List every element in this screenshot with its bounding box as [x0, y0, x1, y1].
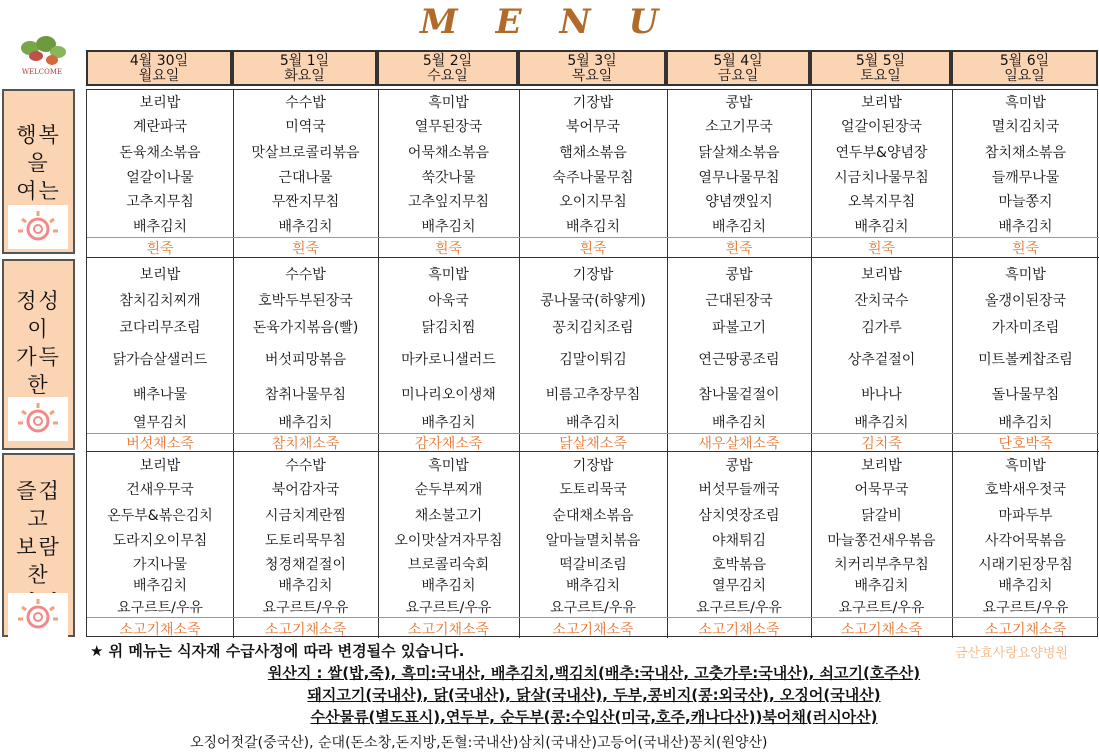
menu-item: 참치채소볶음 — [984, 145, 1067, 161]
menu-item: 보리밥 — [139, 458, 181, 474]
menu-item: 김말이튀김 — [559, 352, 627, 368]
menu-item: 배추김치 — [854, 415, 909, 431]
menu-item: 채소불고기 — [414, 508, 483, 524]
menu-item: 요구르트/우유 — [117, 600, 203, 616]
menu-item: 흑미밥 — [1005, 267, 1046, 283]
menu-item: 배추김치 — [565, 578, 621, 594]
menu-item: 올갱이된장국 — [984, 293, 1067, 309]
menu-item: 쑥갓나물 — [421, 170, 476, 186]
menu-item: 상추겉절이 — [847, 352, 916, 368]
menu-item: 참취나물무침 — [264, 387, 347, 403]
porridge-item: 새우살채소죽 — [698, 436, 780, 452]
origin-line: 원산지 : 쌀(밥,죽), 흑미:국내산, 배추김치,백김치(배추:국내산, 고춧가루:국내산), 쇠고기(호주산) — [267, 664, 921, 682]
menu-item: 얼갈이나물 — [126, 170, 194, 186]
porridge-item: 흰죽 — [1011, 241, 1040, 257]
menu-item: 북어감자국 — [271, 482, 340, 498]
day-date: 5월 4일 — [713, 53, 763, 69]
menu-item: 요구르트/우유 — [838, 600, 925, 616]
menu-item: 잔치국수 — [854, 293, 909, 309]
breakfast-label: 행복 을 여는 — [16, 123, 61, 203]
menu-item: 고추잎지무침 — [407, 194, 490, 210]
menu-item: 시래기된장무침 — [978, 557, 1073, 573]
porridge-item: 참치채소죽 — [271, 436, 340, 452]
day-weekday: 화요일 — [284, 68, 325, 84]
menu-item: 배추김치 — [565, 415, 621, 431]
menu-item: 배추김치 — [132, 578, 188, 594]
menu-item: 파불고기 — [711, 320, 767, 336]
menu-item: 보리밥 — [139, 95, 181, 111]
menu-item: 열무김치 — [711, 578, 767, 594]
menu-item: 흑미밥 — [1005, 458, 1046, 474]
menu-item: 도라지오이무침 — [112, 533, 208, 549]
menu-item: 계란파국 — [132, 119, 188, 135]
day-weekday: 일요일 — [1004, 68, 1045, 84]
origin-line-extra: 오징어젓갈(중국산), 순대(돈소창,돈지방,돈혈:국내산)삼치(국내산)고등어(국내산)꽁치(원양산) — [190, 735, 768, 751]
menu-item: 김가루 — [861, 320, 902, 336]
porridge-item: 소고기채소죽 — [264, 622, 347, 638]
menu-item: 오이맛살겨자무침 — [394, 533, 503, 549]
menu-item: 오이지무침 — [559, 194, 627, 210]
menu-item: 맛살브로콜리볶음 — [251, 145, 360, 161]
menu-item: 배추김치 — [421, 578, 476, 594]
menu-item: 가자미조림 — [991, 320, 1060, 336]
menu-item: 아욱국 — [428, 293, 469, 309]
menu-item: 배추김치 — [132, 219, 188, 235]
porridge-item: 소고기채소죽 — [407, 622, 490, 638]
menu-item: 기장밥 — [572, 267, 614, 283]
menu-item: 미나리오이생채 — [401, 387, 496, 403]
menu-item: 양념깻잎지 — [705, 194, 773, 210]
porridge-item: 김치죽 — [861, 436, 902, 452]
menu-item: 북어무국 — [565, 119, 621, 135]
menu-item: 숙주나물무침 — [552, 170, 634, 186]
day-header — [810, 50, 951, 86]
menu-item: 소고기무국 — [705, 119, 773, 135]
side-label-lunch — [2, 259, 75, 450]
menu-item: 배추김치 — [998, 578, 1053, 594]
day-date: 5월 3일 — [567, 53, 617, 69]
day-weekday: 월요일 — [138, 68, 180, 84]
leaf-logo-icon — [6, 34, 78, 70]
day-header — [666, 50, 810, 86]
menu-item: 요구르트/우유 — [982, 600, 1069, 616]
porridge-item: 버섯채소죽 — [126, 436, 194, 452]
day-date: 5월 6일 — [999, 53, 1050, 69]
sun-swirl-icon — [8, 397, 68, 441]
menu-item: 비름고추장무침 — [545, 387, 641, 403]
day-weekday: 토요일 — [860, 68, 901, 84]
menu-item: 참나물겉절이 — [698, 387, 780, 403]
menu-item: 수수밥 — [285, 458, 326, 474]
menu-item: 열무된장국 — [414, 119, 483, 135]
menu-item: 오복지무침 — [847, 194, 916, 210]
sun-swirl-icon — [8, 205, 68, 249]
menu-item: 콩나물국(하얗게) — [540, 293, 646, 309]
menu-item: 수수밥 — [285, 95, 326, 111]
porridge-item: 소고기채소죽 — [984, 622, 1067, 638]
menu-item: 어묵무국 — [854, 482, 909, 498]
lunch-label: 정성 이 가득 한 — [16, 289, 61, 397]
menu-item: 도토리묵무침 — [264, 533, 347, 549]
day-header — [86, 50, 232, 86]
porridge-item: 소고기채소죽 — [698, 622, 780, 638]
origin-line: 수산물류(별도표시),연두부, 순두부(콩:수입산(미국,호주,캐나다산))북어채(러시아산) — [310, 708, 878, 726]
porridge-item: 흰죽 — [291, 241, 320, 257]
menu-item: 근대나물 — [278, 170, 333, 186]
menu-item: 마카로니샐러드 — [401, 352, 496, 368]
porridge-item: 감자채소죽 — [414, 436, 483, 452]
menu-item: 닭갈비 — [861, 508, 902, 524]
menu-item: 배추김치 — [278, 578, 333, 594]
day-header — [377, 50, 518, 86]
menu-item: 돌나물무침 — [991, 387, 1060, 403]
logo-caption: WELCOME — [21, 68, 63, 76]
menu-item: 기장밥 — [572, 95, 614, 111]
day-weekday: 수요일 — [427, 68, 468, 84]
menu-item: 배추김치 — [711, 415, 767, 431]
menu-item: 어묵채소볶음 — [407, 145, 490, 161]
day-header-row — [86, 50, 1098, 86]
menu-item: 순대채소볶음 — [552, 508, 634, 524]
welcome-logo — [6, 34, 78, 84]
menu-item: 햄채소볶음 — [559, 145, 627, 161]
day-header — [951, 50, 1098, 86]
menu-item: 미트볼케찹조림 — [978, 352, 1073, 368]
menu-item: 호박볶음 — [711, 557, 767, 573]
porridge-item: 흰죽 — [725, 241, 753, 257]
porridge-item: 흰죽 — [434, 241, 463, 257]
menu-item: 바나나 — [861, 387, 902, 403]
menu-item: 닭김치찜 — [421, 320, 476, 336]
menu-item: 연근땅콩조림 — [698, 352, 780, 368]
menu-item: 열무김치 — [132, 415, 188, 431]
menu-item: 보리밥 — [861, 267, 902, 283]
menu-item: 돈육가지볶음(빨) — [252, 320, 359, 336]
menu-item: 배추김치 — [421, 415, 476, 431]
menu-item: 콩밥 — [725, 458, 753, 474]
menu-item: 기장밥 — [572, 458, 614, 474]
menu-item: 돈육채소볶음 — [119, 145, 201, 161]
porridge-item: 소고기채소죽 — [119, 622, 201, 638]
menu-item: 흑미밥 — [1005, 95, 1046, 111]
menu-item: 온두부&볶은김치 — [107, 508, 213, 524]
menu-item: 배추김치 — [854, 219, 909, 235]
menu-item: 수수밥 — [285, 267, 326, 283]
menu-item: 무짠지무침 — [271, 194, 340, 210]
origin-info — [144, 662, 1044, 728]
menu-item: 콩밥 — [725, 267, 753, 283]
menu-item: 요구르트/우유 — [262, 600, 349, 616]
day-weekday: 금요일 — [717, 68, 759, 84]
menu-item: 배추김치 — [278, 219, 333, 235]
menu-item: 버섯무들깨국 — [698, 482, 780, 498]
menu-item: 사각어묵볶음 — [984, 533, 1067, 549]
origin-line: 돼지고기(국내산), 닭(국내산), 닭살(국내산), 두부,콩비지(콩:외국산), 오징어(국내산) — [307, 686, 881, 704]
porridge-item: 닭살채소죽 — [559, 436, 627, 452]
menu-item: 멸치김치국 — [991, 119, 1060, 135]
menu-item: 삼치엿장조림 — [698, 508, 780, 524]
porridge-item: 소고기채소죽 — [840, 622, 923, 638]
menu-item: 코다리무조림 — [119, 320, 201, 336]
day-header — [232, 50, 377, 86]
menu-item: 연두부&양념장 — [835, 145, 928, 161]
menu-grid — [86, 89, 1098, 637]
hospital-name: 금산효사랑요양병원 — [955, 646, 1069, 661]
porridge-item: 흰죽 — [579, 241, 607, 257]
menu-item: 배추김치 — [711, 219, 767, 235]
menu-item: 닭살채소볶음 — [698, 145, 780, 161]
side-label-breakfast — [2, 89, 75, 254]
day-date: 5월 1일 — [279, 53, 330, 69]
menu-item: 마늘쫑건새우볶음 — [827, 533, 936, 549]
menu-item: 배추나물 — [132, 387, 188, 403]
menu-item: 호박두부된장국 — [258, 293, 353, 309]
menu-item: 브로콜리숙회 — [407, 557, 490, 573]
menu-item: 들깨무나물 — [991, 170, 1060, 186]
porridge-item: 흰죽 — [867, 241, 896, 257]
menu-item: 마늘쫑지 — [998, 194, 1053, 210]
menu-item: 요구르트/우유 — [550, 600, 636, 616]
menu-item: 요구르트/우유 — [696, 600, 782, 616]
menu-item: 열무나물무침 — [698, 170, 780, 186]
menu-item: 배추김치 — [998, 219, 1053, 235]
sun-swirl-icon — [8, 593, 68, 637]
menu-item: 꽁치김치조림 — [552, 320, 634, 336]
menu-item: 보리밥 — [861, 95, 902, 111]
menu-item: 흑미밥 — [428, 267, 469, 283]
porridge-item: 소고기채소죽 — [552, 622, 634, 638]
day-date: 5월 2일 — [422, 53, 473, 69]
menu-item: 떡갈비조림 — [559, 557, 627, 573]
porridge-item: 단호박죽 — [998, 436, 1053, 452]
menu-item: 근대된장국 — [705, 293, 773, 309]
menu-item: 얼갈이된장국 — [840, 119, 923, 135]
menu-item: 배추김치 — [565, 219, 621, 235]
menu-item: 흑미밥 — [428, 95, 469, 111]
menu-item: 미역국 — [285, 119, 326, 135]
menu-item: 배추김치 — [998, 415, 1053, 431]
menu-item: 야채튀김 — [711, 533, 767, 549]
menu-item: 순두부찌개 — [414, 482, 483, 498]
menu-item: 가지나물 — [132, 557, 188, 573]
menu-item: 건새우무국 — [126, 482, 194, 498]
menu-item: 흑미밥 — [428, 458, 469, 474]
menu-item: 요구르트/우유 — [405, 600, 492, 616]
menu-item: 버섯피망볶음 — [264, 352, 347, 368]
day-weekday: 목요일 — [571, 68, 613, 84]
menu-item: 보리밥 — [139, 267, 181, 283]
menu-item: 시금치나물무침 — [834, 170, 929, 186]
side-label-dinner — [2, 453, 75, 637]
menu-item: 치커리부추무침 — [834, 557, 929, 573]
porridge-item: 흰죽 — [146, 241, 174, 257]
day-header — [518, 50, 666, 86]
change-notice: ★ 위 메뉴는 식자재 수급사정에 따라 변경될수 있습니다. — [90, 642, 465, 660]
menu-item: 고추지무침 — [126, 194, 194, 210]
menu-item: 배추김치 — [421, 219, 476, 235]
menu-item: 참치김치찌개 — [119, 293, 201, 309]
day-date: 4월 30일 — [129, 53, 189, 69]
menu-item: 청경채겉절이 — [264, 557, 347, 573]
menu-item: 호박새우젓국 — [984, 482, 1067, 498]
menu-item: 배추김치 — [278, 415, 333, 431]
menu-item: 콩밥 — [725, 95, 753, 111]
menu-item: 보리밥 — [861, 458, 902, 474]
menu-item: 마파두부 — [998, 508, 1053, 524]
menu-item: 시금치계란찜 — [264, 508, 347, 524]
menu-item: 닭가슴살샐러드 — [112, 352, 208, 368]
menu-item: 배추김치 — [854, 578, 909, 594]
day-date: 5월 5일 — [855, 53, 906, 69]
menu-title: MENU — [420, 2, 697, 42]
menu-item: 알마늘멸치볶음 — [545, 533, 641, 549]
dinner-label: 즐겁 고 보람 찬 — [16, 479, 61, 587]
menu-item: 도토리묵국 — [559, 482, 627, 498]
